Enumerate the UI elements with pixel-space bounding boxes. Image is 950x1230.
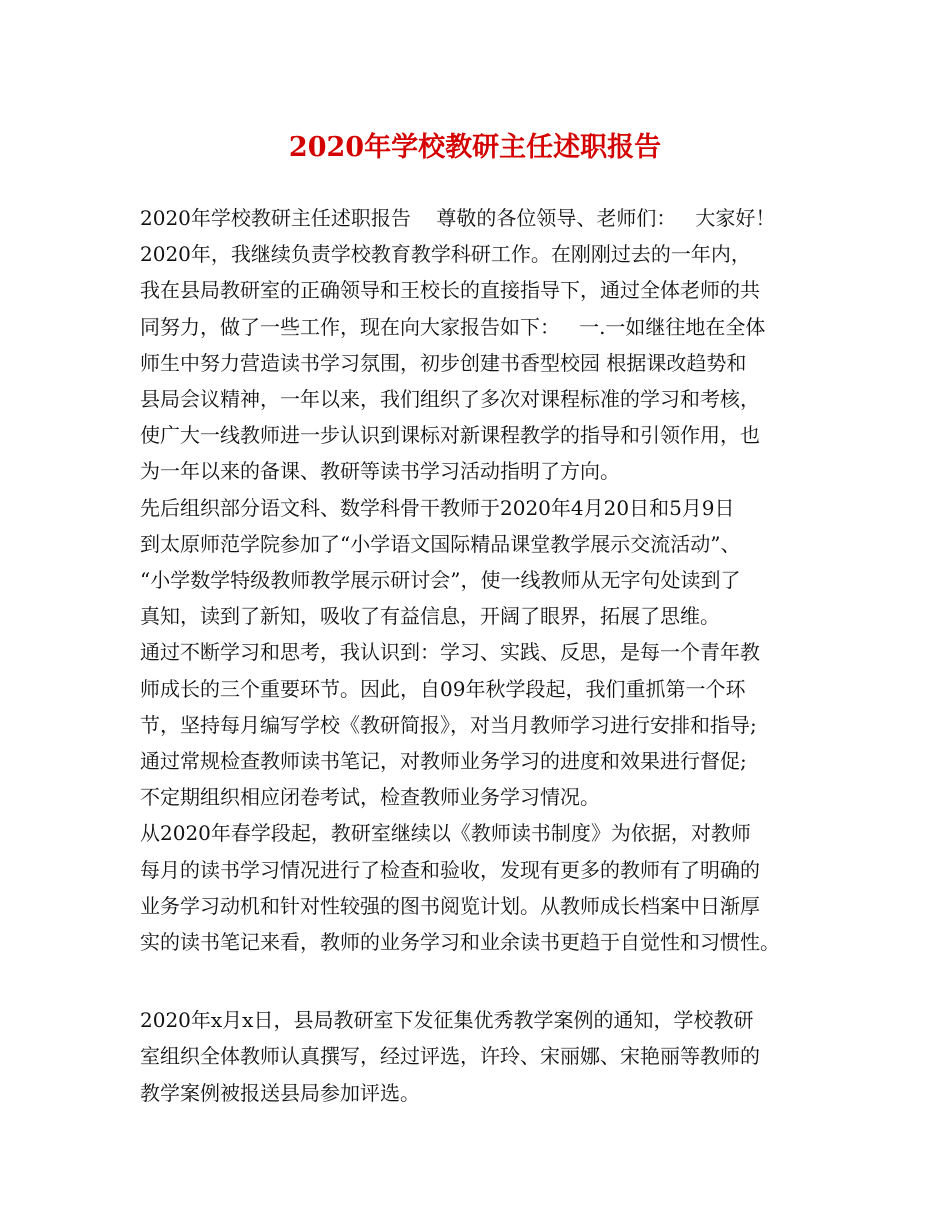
text-line: 实的读书笔记来看，教师的业务学习和业余读书更趋于自觉性和习惯性。 — [140, 930, 780, 955]
text-line: 节，坚持每月编写学校《教研简报》，对当月教师学习进行安排和指导; — [140, 712, 757, 737]
text-line: 2020年x月x日，县局教研室下发征集优秀教学案例的通知，学校教研 — [140, 1008, 754, 1033]
paragraph-3 — [140, 634, 820, 815]
text-line: 通过常规检查教师读书笔记，对教师业务学习的进度和效果进行督促; — [140, 749, 747, 774]
text-line: 我在县局教研室的正确领导和王校长的直接指导下，通过全体老师的共 — [140, 278, 760, 303]
text-line: “小学数学特级教师教学展示研讨会”，使一线教师从无字句处读到了 — [140, 568, 741, 593]
text-line: 2020年，我继续负责学校教育教学科研工作。在刚刚过去的一年内， — [140, 242, 751, 267]
paragraph-1 — [140, 200, 820, 490]
text-line: 从2020年春学段起，教研室继续以《教师读书制度》为依据，对教师 — [140, 821, 751, 846]
paragraph-5 — [140, 1002, 820, 1111]
text-line: 业务学习动机和针对性较强的图书阅览计划。从教师成长档案中日渐厚 — [140, 893, 760, 918]
text-line: 通过不断学习和思考，我认识到：学习、实践、反思，是每一个青年教 — [140, 640, 760, 665]
paragraph-spacer — [140, 960, 820, 1002]
paragraph-2 — [140, 490, 820, 635]
document-title: 2020年学校教研主任述职报告 — [288, 132, 662, 163]
text-line: 教学案例被报送县局参加评选。 — [140, 1080, 420, 1105]
text-line: 不定期组织相应闭卷考试，检查教师业务学习情况。 — [140, 785, 600, 810]
paragraph-4 — [140, 815, 820, 960]
text-line: 师成长的三个重要环节。因此，自09年秋学段起，我们重抓第一个环 — [140, 676, 746, 701]
text-line: 使广大一线教师进一步认识到课标对新课程教学的指导和引领作用，也 — [140, 423, 760, 448]
text-line: 县局会议精神，一年以来，我们组织了多次对课程标准的学习和考核， — [140, 387, 760, 412]
text-line: 室组织全体教师认真撰写，经过评选，许玲、宋丽娜、宋艳丽等教师的 — [140, 1044, 760, 1069]
text-line: 同努力，做了一些工作，现在向大家报告如下： 一.一如继往地在全体 — [140, 314, 766, 339]
document-body — [140, 200, 820, 1111]
text-line: 先后组织部分语文科、数学科骨干教师于2020年4月20日和5月9日 — [140, 495, 735, 520]
text-line: 每月的读书学习情况进行了检查和验收，发现有更多的教师有了明确的 — [140, 857, 760, 882]
text-line: 到太原师范学院参加了“小学语文国际精品课堂教学展示交流活动”、 — [140, 531, 741, 556]
text-line: 2020年学校教研主任述职报告 尊敬的各位领导、老师们： 大家好！ — [140, 206, 776, 230]
text-line: 为一年以来的备课、教研等读书学习活动指明了方向。 — [140, 459, 620, 484]
text-line: 师生中努力营造读书学习氛围，初步创建书香型校园 根据课改趋势和 — [140, 350, 747, 375]
text-line: 真知，读到了新知，吸收了有益信息，开阔了眼界，拓展了思维。 — [140, 604, 720, 629]
